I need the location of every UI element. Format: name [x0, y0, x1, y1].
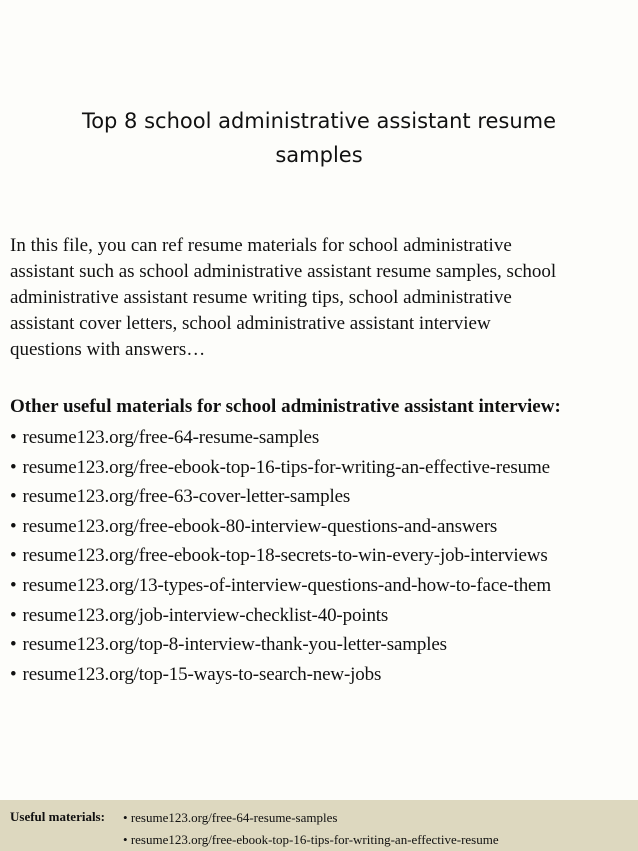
intro-line: questions with answers… — [10, 339, 206, 360]
intro-line: administrative assistant resume writing tips, school administrative — [10, 287, 512, 308]
title-line-1: Top 8 school administrative assistant resume — [81, 109, 557, 133]
bullet-icon: • — [10, 634, 17, 656]
list-item — [10, 571, 635, 601]
footer-link[interactable]: resume123.org/free-ebook-top-16-tips-for-writing-an-effective-resume — [130, 832, 499, 847]
bullet-icon: • — [10, 663, 17, 685]
material-link[interactable]: resume123.org/free-ebook-top-16-tips-for-writing-an-effective-resume — [22, 456, 550, 478]
bullet-icon: • — [10, 456, 17, 478]
footer-link[interactable]: resume123.org/free-64-resume-samples — [130, 810, 338, 825]
footer-label — [10, 807, 105, 827]
bullet-icon: • — [123, 810, 128, 825]
footer-link-list — [123, 807, 499, 851]
material-link[interactable]: resume123.org/job-interview-checklist-40-points — [22, 604, 389, 626]
list-item — [123, 829, 499, 851]
footer-label-separator: : — [100, 809, 105, 824]
other-materials-heading: Other useful materials for school administrative assistant interview: — [10, 396, 561, 417]
material-link[interactable]: resume123.org/13-types-of-interview-questions-and-how-to-face-them — [22, 574, 551, 596]
bullet-icon: • — [10, 486, 17, 508]
list-item — [10, 453, 635, 483]
title-line-2: samples — [275, 143, 363, 167]
material-link[interactable]: resume123.org/top-15-ways-to-search-new-jobs — [22, 663, 382, 685]
bullet-icon: • — [10, 545, 17, 567]
material-link[interactable]: resume123.org/free-63-cover-letter-samples — [22, 486, 351, 508]
intro-line: assistant such as school administrative assistant resume samples, school — [10, 261, 557, 282]
intro-paragraph — [10, 233, 632, 363]
material-link[interactable]: resume123.org/free-ebook-80-interview-questions-and-answers — [22, 515, 498, 537]
list-item — [10, 512, 635, 542]
bullet-icon: • — [10, 604, 17, 626]
list-item — [10, 541, 635, 571]
intro-line: assistant cover letters, school administrative assistant interview — [10, 313, 491, 334]
material-link[interactable]: resume123.org/top-8-interview-thank-you-letter-samples — [22, 634, 447, 656]
page-title — [0, 104, 638, 172]
bullet-icon: • — [10, 574, 17, 596]
other-materials-section — [10, 393, 635, 689]
list-item — [10, 630, 635, 660]
materials-link-list — [10, 423, 635, 689]
list-item — [123, 807, 499, 829]
bullet-icon: • — [10, 515, 17, 537]
bullet-icon: • — [10, 427, 17, 448]
list-item — [10, 660, 635, 690]
list-item — [10, 601, 635, 631]
footer-label-text: Useful materials — [10, 809, 101, 824]
useful-materials-footer — [0, 800, 638, 851]
intro-line: In this file, you can ref resume materials for school administrative — [10, 235, 512, 256]
bullet-icon: • — [123, 832, 128, 847]
list-item — [10, 482, 635, 512]
material-link[interactable]: resume123.org/free-64-resume-samples — [22, 427, 320, 448]
list-item — [10, 423, 635, 453]
material-link[interactable]: resume123.org/free-ebook-top-18-secrets-to-win-every-job-interviews — [22, 545, 548, 567]
